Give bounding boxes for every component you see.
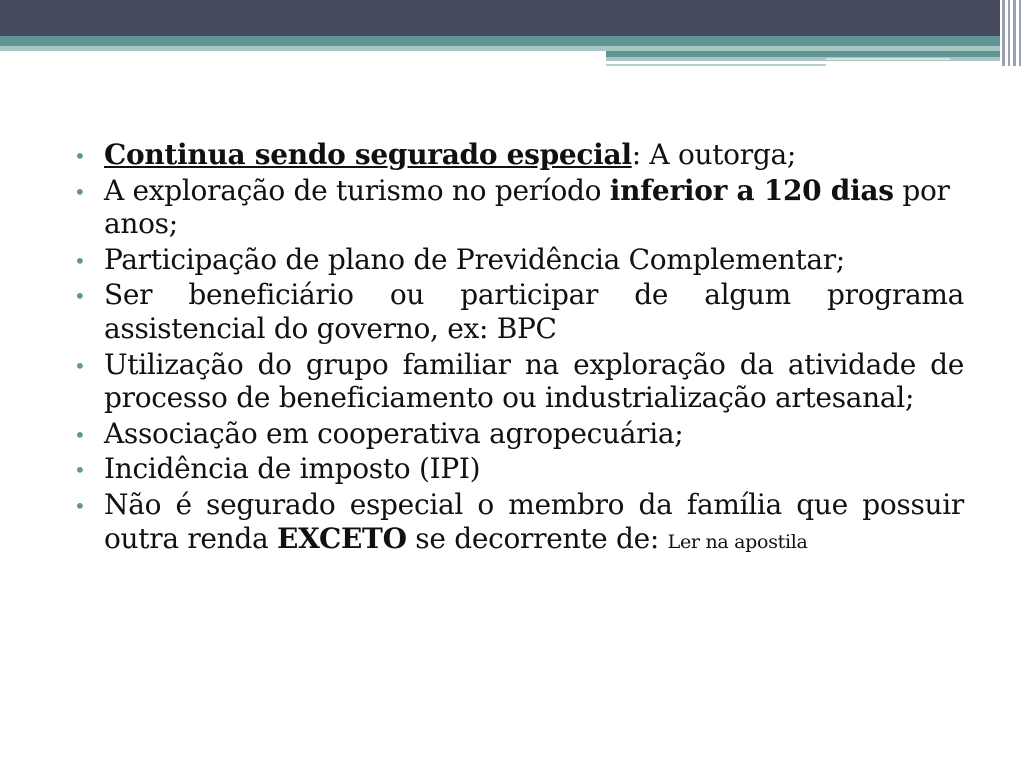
list-item [74,278,964,345]
vertical-bar [1019,0,1021,66]
vertical-bar [1013,0,1016,66]
list-item [74,488,964,555]
header-vertical-bars [1000,0,1024,66]
bullet-text: : A outorga; [631,138,796,171]
list-item [74,417,964,451]
slide-body [74,138,964,557]
bullet-text: Incidência de imposto (IPI) [104,452,481,486]
header-accent-band [0,36,1000,46]
bullet-text: se decorrente de: [406,521,668,555]
bullet-emphasis: Continua sendo segurado especial [104,138,632,171]
bullet-text: por anos; [104,173,950,241]
bullet-text: Ser beneficiário ou participar de algum programa assistencial do governo, ex: BPC [104,278,964,345]
bullet-text: Associação em cooperativa agropecuária; [104,416,684,450]
list-item [74,243,964,277]
list-item [74,138,964,172]
bullet-emphasis: EXCETO [277,521,407,555]
bullet-icon: • [74,458,86,483]
list-item [74,348,964,415]
list-item [74,452,964,486]
bullet-text: Não é segurado especial o membro da família que possuir outra renda [104,487,964,555]
bullet-note: Ler na apostila [667,530,808,553]
bullet-icon: • [74,493,86,518]
bullet-icon: • [74,422,86,447]
bullet-icon: • [74,284,86,309]
bullet-text: A exploração de turismo no período [104,173,610,207]
bullet-icon: • [74,144,86,168]
header-line [826,58,950,60]
vertical-bar [1002,0,1005,66]
bullet-emphasis: inferior a 120 dias [609,173,894,207]
header-line [606,64,826,66]
vertical-bar [1008,0,1010,66]
bullet-icon: • [74,353,86,378]
bullet-list [74,138,964,555]
bullet-text: Utilização do grupo familiar na exploração da atividade de processo de beneficiamento ou industrialização artesanal; [104,347,964,415]
header-band [0,0,1024,36]
bullet-icon: • [74,179,86,204]
list-item [74,174,964,241]
bullet-text: Participação de plano de Previdência Complementar; [104,242,845,276]
bullet-icon: • [74,248,86,273]
